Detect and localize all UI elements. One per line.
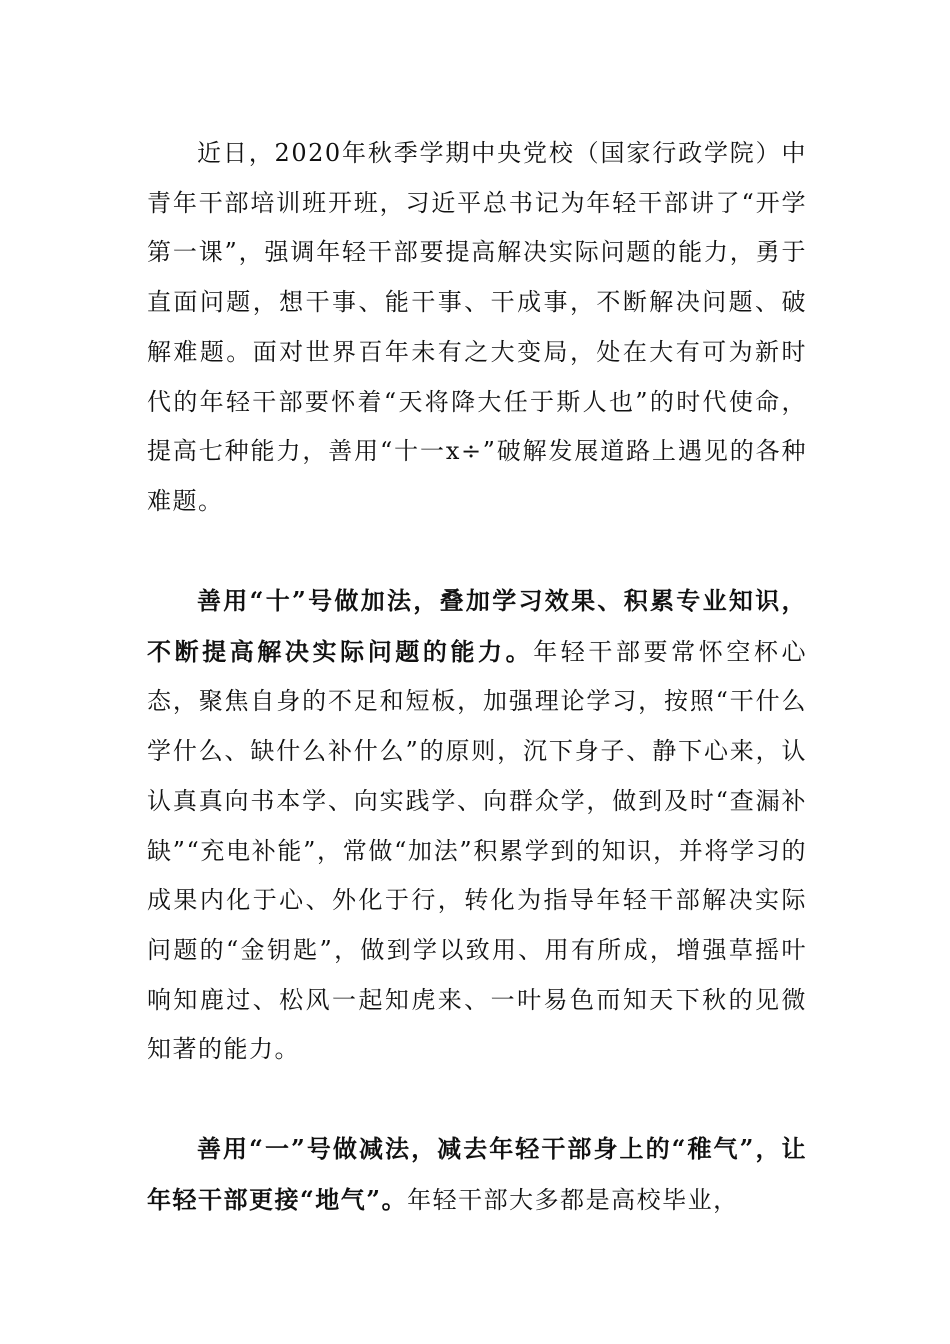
paragraph-addition-lead: 善用“十”号做加法，叠加学习效果、积累专业知识，不断提高解决实际问题的能力。 [147,586,807,666]
paragraph-subtraction [147,1124,807,1225]
paragraph-addition-text: 年轻干部要常怀空杯心态，聚焦自身的不足和短板，加强理论学习，按照“干什么学什么、缺什么补什么”的原则，沉下身子、静下心来，认认真真向书本学、向实践学、向群众学，做到及时“查漏补缺”“充电补能”，常做“加法”积累学到的知识，并将学习的成果内化于心、外化于行，转化为指导年轻干部解决实际问题的“金钥匙”，做到学以致用、用有所成，增强草摇叶响知鹿过、松风一起知虎来、一叶易色而知天下秋的见微知著的能力。 [147,637,808,1064]
paragraph-addition [147,576,807,1075]
paragraph-subtraction-lead: 善用“一”号做减法，减去年轻干部身上的“稚气”，让年轻干部更接“地气”。 [147,1134,807,1214]
paragraph-intro-text: 近日，2020年秋季学期中央党校（国家行政学院）中青年干部培训班开班，习近平总书记为年轻干部讲了“开学第一课”，强调年轻干部要提高解决实际问题的能力，勇于直面问题，想干事、能干事、干成事，不断解决问题、破解难题。面对世界百年未有之大变局，处在大有可为新时代的年轻干部要怀着“天将降大任于斯人也”的时代使命，提高七种能力，善用“十一x÷”破解发展道路上遇见的各种难题。 [147,139,807,515]
paragraph-intro [147,128,807,527]
paragraph-subtraction-text: 年轻干部大多都是高校毕业， [407,1185,739,1214]
